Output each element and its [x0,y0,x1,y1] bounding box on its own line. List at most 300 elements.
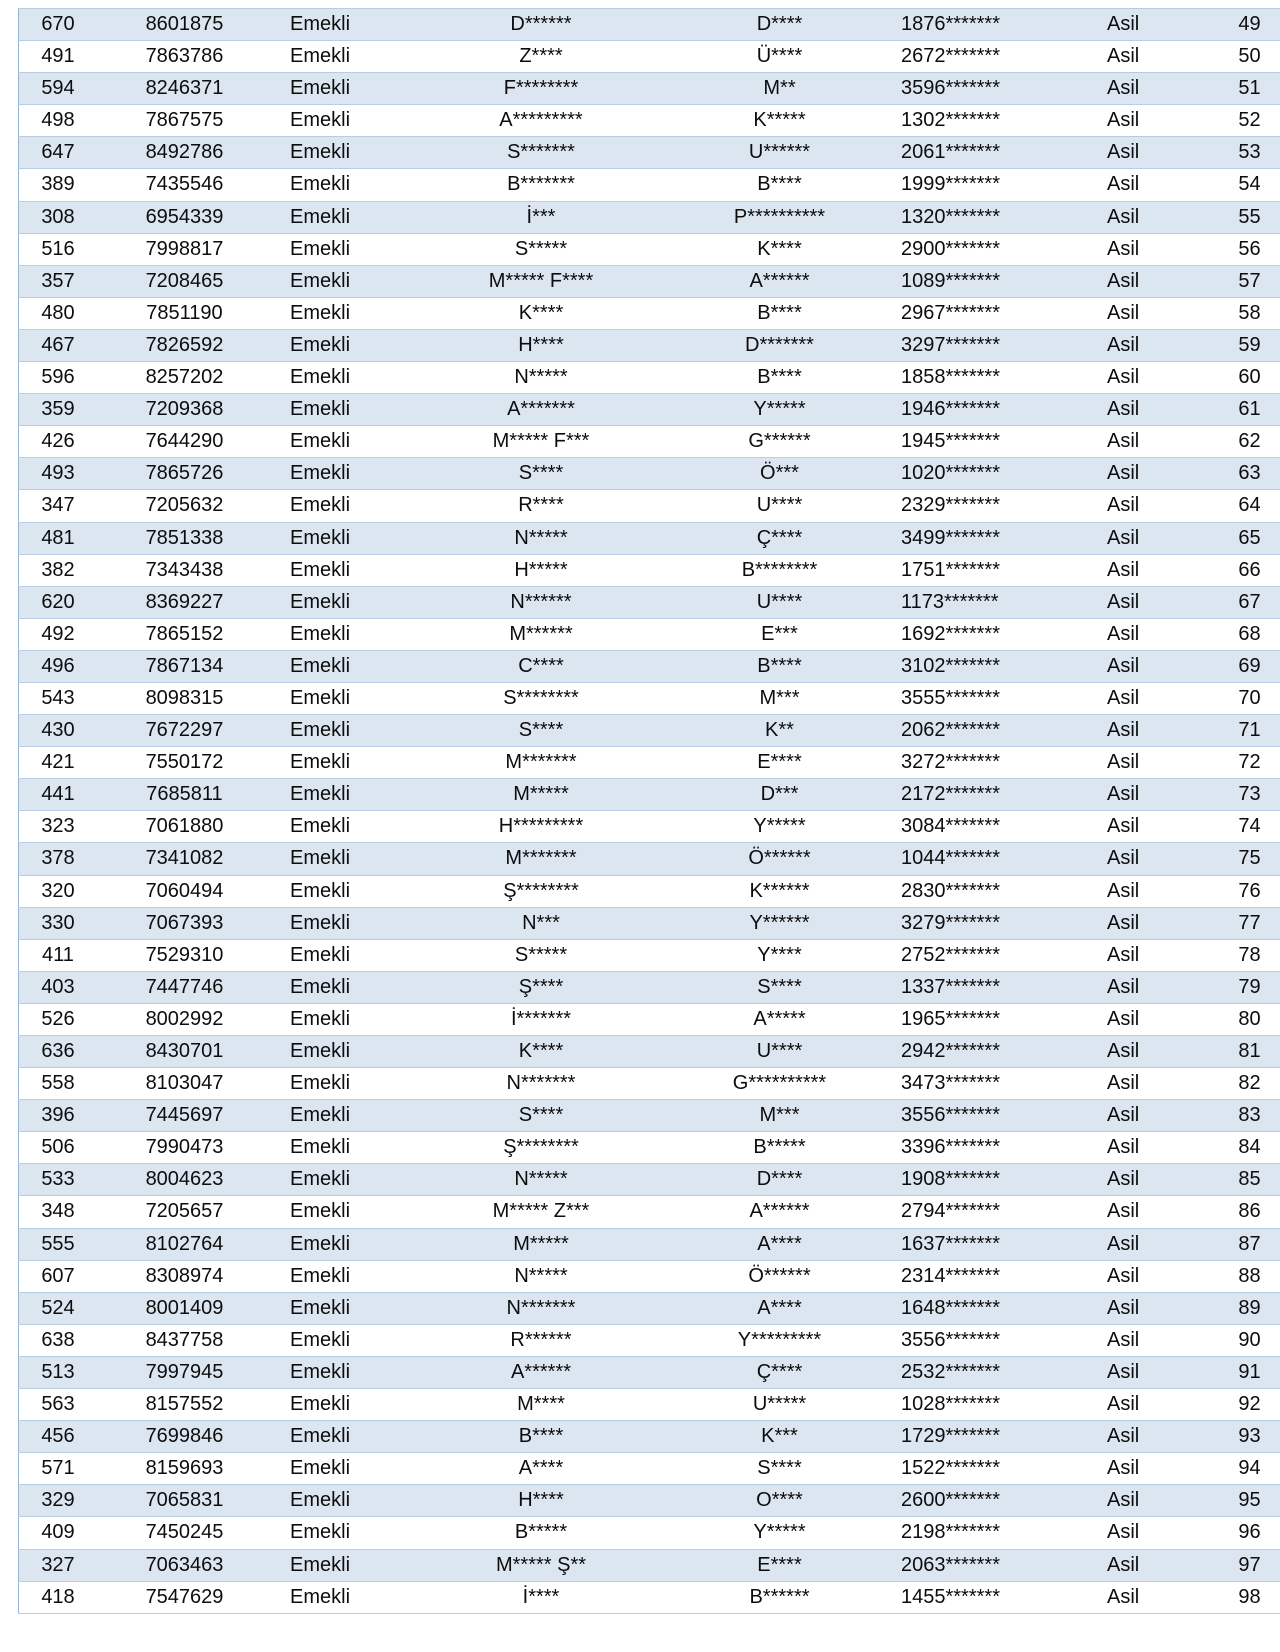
cell-sira-no: 56 [1197,233,1280,265]
cell-soyad: K**** [672,233,887,265]
cell-sira-no: 81 [1197,1036,1280,1068]
cell-uyelik-tipi: Asil [1101,137,1197,169]
cell-soyad: S**** [672,1453,887,1485]
cell-tc-kimlik: 1858******* [887,362,1101,394]
cell-sira-no: 54 [1197,169,1280,201]
cell-sira-no: 53 [1197,137,1280,169]
cell-sicil-no: 7826592 [97,329,272,361]
table-row[interactable] [19,265,1280,297]
table-row[interactable] [19,1485,1280,1517]
cell-uyelik-tipi: Asil [1101,169,1197,201]
cell-soyad: A***** [672,1003,887,1035]
cell-sira: 496 [19,650,98,682]
cell-sira: 396 [19,1100,98,1132]
cell-uyelik-tipi: Asil [1101,329,1197,361]
cell-uyelik-tipi: Asil [1101,586,1197,618]
cell-ad: S******* [410,137,672,169]
table-row[interactable] [19,1132,1280,1164]
cell-ad: K**** [410,297,672,329]
cell-sicil-no: 7547629 [97,1581,272,1613]
cell-durum: Emekli [272,201,410,233]
cell-sira-no: 98 [1197,1581,1280,1613]
cell-sira-no: 76 [1197,875,1280,907]
cell-durum: Emekli [272,1356,410,1388]
cell-soyad: B**** [672,297,887,329]
cell-ad: B***** [410,1517,672,1549]
cell-uyelik-tipi: Asil [1101,41,1197,73]
cell-sicil-no: 7867575 [97,105,272,137]
table-row[interactable] [19,1164,1280,1196]
cell-tc-kimlik: 1946******* [887,394,1101,426]
cell-ad: İ**** [410,1581,672,1613]
cell-sicil-no: 7863786 [97,41,272,73]
cell-sira-no: 59 [1197,329,1280,361]
cell-sicil-no: 8157552 [97,1389,272,1421]
cell-durum: Emekli [272,971,410,1003]
cell-soyad: B**** [672,169,887,201]
table-row[interactable] [19,233,1280,265]
cell-uyelik-tipi: Asil [1101,971,1197,1003]
cell-ad: S***** [410,939,672,971]
cell-soyad: B**** [672,362,887,394]
table-row[interactable] [19,1292,1280,1324]
cell-sira-no: 50 [1197,41,1280,73]
table-row[interactable] [19,779,1280,811]
table-row[interactable] [19,618,1280,650]
cell-durum: Emekli [272,1453,410,1485]
cell-durum: Emekli [272,329,410,361]
cell-tc-kimlik: 2830******* [887,875,1101,907]
table-row[interactable] [19,1356,1280,1388]
cell-uyelik-tipi: Asil [1101,201,1197,233]
cell-soyad: U**** [672,1036,887,1068]
cell-soyad: K***** [672,105,887,137]
cell-ad: F******** [410,73,672,105]
table-body [19,9,1280,1614]
cell-soyad: P********** [672,201,887,233]
cell-durum: Emekli [272,1036,410,1068]
cell-durum: Emekli [272,9,410,41]
cell-sicil-no: 7065831 [97,1485,272,1517]
table-row[interactable] [19,201,1280,233]
cell-soyad: Y***** [672,811,887,843]
cell-tc-kimlik: 2063******* [887,1549,1101,1581]
cell-sicil-no: 7865726 [97,458,272,490]
cell-soyad: Ç**** [672,1356,887,1388]
cell-sicil-no: 7699846 [97,1421,272,1453]
cell-sira-no: 83 [1197,1100,1280,1132]
cell-uyelik-tipi: Asil [1101,1228,1197,1260]
table-row[interactable] [19,1549,1280,1581]
cell-soyad: M** [672,73,887,105]
cell-tc-kimlik: 2172******* [887,779,1101,811]
cell-durum: Emekli [272,843,410,875]
table-row[interactable] [19,875,1280,907]
table-row[interactable] [19,362,1280,394]
cell-sira: 563 [19,1389,98,1421]
table-row[interactable] [19,1324,1280,1356]
cell-sira: 348 [19,1196,98,1228]
cell-soyad: Ö*** [672,458,887,490]
cell-sicil-no: 8601875 [97,9,272,41]
table-row[interactable] [19,1517,1280,1549]
cell-soyad: Ö****** [672,843,887,875]
table-row[interactable] [19,9,1280,41]
table-row[interactable] [19,297,1280,329]
cell-sicil-no: 7997945 [97,1356,272,1388]
cell-uyelik-tipi: Asil [1101,715,1197,747]
cell-durum: Emekli [272,490,410,522]
cell-ad: N******* [410,1292,672,1324]
table-row[interactable] [19,169,1280,201]
cell-uyelik-tipi: Asil [1101,1324,1197,1356]
cell-durum: Emekli [272,1164,410,1196]
cell-tc-kimlik: 1337******* [887,971,1101,1003]
cell-soyad: B******** [672,554,887,586]
cell-tc-kimlik: 3084******* [887,811,1101,843]
cell-soyad: Y**** [672,939,887,971]
cell-ad: M**** [410,1389,672,1421]
cell-uyelik-tipi: Asil [1101,1356,1197,1388]
table-row[interactable] [19,939,1280,971]
cell-sira-no: 65 [1197,522,1280,554]
cell-durum: Emekli [272,1003,410,1035]
cell-sira: 571 [19,1453,98,1485]
table-row[interactable] [19,1389,1280,1421]
cell-sicil-no: 7865152 [97,618,272,650]
cell-sira: 516 [19,233,98,265]
cell-sira: 409 [19,1517,98,1549]
cell-soyad: E**** [672,747,887,779]
cell-sira-no: 68 [1197,618,1280,650]
cell-ad: Ş**** [410,971,672,1003]
table-row[interactable] [19,586,1280,618]
cell-tc-kimlik: 1173******* [887,586,1101,618]
cell-sira-no: 82 [1197,1068,1280,1100]
cell-tc-kimlik: 1089******* [887,265,1101,297]
cell-uyelik-tipi: Asil [1101,1260,1197,1292]
table-row[interactable] [19,522,1280,554]
table-row[interactable] [19,1260,1280,1292]
cell-durum: Emekli [272,362,410,394]
cell-sira-no: 62 [1197,426,1280,458]
cell-sira-no: 90 [1197,1324,1280,1356]
cell-sira-no: 95 [1197,1485,1280,1517]
cell-ad: N***** [410,1260,672,1292]
table-row[interactable] [19,458,1280,490]
cell-uyelik-tipi: Asil [1101,907,1197,939]
cell-durum: Emekli [272,1549,410,1581]
cell-sira: 526 [19,1003,98,1035]
cell-ad: R****** [410,1324,672,1356]
cell-uyelik-tipi: Asil [1101,1389,1197,1421]
cell-durum: Emekli [272,1581,410,1613]
cell-soyad: O**** [672,1485,887,1517]
cell-tc-kimlik: 2329******* [887,490,1101,522]
cell-durum: Emekli [272,586,410,618]
cell-sicil-no: 7208465 [97,265,272,297]
cell-durum: Emekli [272,265,410,297]
cell-ad: M******* [410,843,672,875]
cell-uyelik-tipi: Asil [1101,233,1197,265]
cell-ad: M******* [410,747,672,779]
cell-sira-no: 88 [1197,1260,1280,1292]
cell-durum: Emekli [272,618,410,650]
cell-uyelik-tipi: Asil [1101,1421,1197,1453]
cell-sira: 389 [19,169,98,201]
cell-soyad: M*** [672,682,887,714]
cell-soyad: E**** [672,1549,887,1581]
table-row[interactable] [19,1036,1280,1068]
cell-durum: Emekli [272,1196,410,1228]
cell-sira: 543 [19,682,98,714]
cell-uyelik-tipi: Asil [1101,265,1197,297]
cell-sira: 467 [19,329,98,361]
table-row[interactable] [19,1068,1280,1100]
cell-uyelik-tipi: Asil [1101,618,1197,650]
cell-sicil-no: 8159693 [97,1453,272,1485]
cell-uyelik-tipi: Asil [1101,1517,1197,1549]
cell-durum: Emekli [272,907,410,939]
cell-uyelik-tipi: Asil [1101,1549,1197,1581]
cell-sira: 403 [19,971,98,1003]
cell-tc-kimlik: 3473******* [887,1068,1101,1100]
cell-ad: N******* [410,1068,672,1100]
table-row[interactable] [19,73,1280,105]
cell-sira: 320 [19,875,98,907]
cell-sira-no: 91 [1197,1356,1280,1388]
cell-uyelik-tipi: Asil [1101,362,1197,394]
cell-sira: 533 [19,1164,98,1196]
cell-durum: Emekli [272,1292,410,1324]
cell-soyad: A**** [672,1228,887,1260]
cell-sira: 491 [19,41,98,73]
cell-durum: Emekli [272,1485,410,1517]
cell-sira: 636 [19,1036,98,1068]
table-row[interactable] [19,843,1280,875]
cell-tc-kimlik: 2061******* [887,137,1101,169]
cell-sira-no: 55 [1197,201,1280,233]
cell-tc-kimlik: 1455******* [887,1581,1101,1613]
cell-tc-kimlik: 2062******* [887,715,1101,747]
cell-sira-no: 79 [1197,971,1280,1003]
table-row[interactable] [19,971,1280,1003]
cell-sira-no: 63 [1197,458,1280,490]
cell-sira: 524 [19,1292,98,1324]
cell-sicil-no: 7067393 [97,907,272,939]
cell-soyad: K** [672,715,887,747]
table-row[interactable] [19,715,1280,747]
cell-tc-kimlik: 1020******* [887,458,1101,490]
table-row[interactable] [19,650,1280,682]
table-row[interactable] [19,1003,1280,1035]
cell-soyad: Ü**** [672,41,887,73]
cell-uyelik-tipi: Asil [1101,297,1197,329]
cell-uyelik-tipi: Asil [1101,939,1197,971]
cell-tc-kimlik: 1945******* [887,426,1101,458]
cell-sira: 330 [19,907,98,939]
cell-soyad: A****** [672,265,887,297]
cell-tc-kimlik: 1751******* [887,554,1101,586]
cell-ad: R**** [410,490,672,522]
cell-uyelik-tipi: Asil [1101,1292,1197,1324]
cell-sira-no: 80 [1197,1003,1280,1035]
cell-durum: Emekli [272,458,410,490]
cell-tc-kimlik: 1637******* [887,1228,1101,1260]
cell-tc-kimlik: 3556******* [887,1324,1101,1356]
cell-sira: 382 [19,554,98,586]
cell-sicil-no: 8102764 [97,1228,272,1260]
cell-uyelik-tipi: Asil [1101,9,1197,41]
cell-sira-no: 72 [1197,747,1280,779]
cell-durum: Emekli [272,233,410,265]
cell-sira: 607 [19,1260,98,1292]
cell-sira-no: 69 [1197,650,1280,682]
table-row[interactable] [19,1453,1280,1485]
cell-sira: 327 [19,1549,98,1581]
cell-tc-kimlik: 1876******* [887,9,1101,41]
table-row[interactable] [19,907,1280,939]
cell-sicil-no: 8246371 [97,73,272,105]
cell-ad: N****** [410,586,672,618]
cell-ad: H**** [410,329,672,361]
cell-sicil-no: 7450245 [97,1517,272,1549]
table-row[interactable] [19,1581,1280,1613]
cell-ad: İ******* [410,1003,672,1035]
cell-durum: Emekli [272,1228,410,1260]
table-row[interactable] [19,394,1280,426]
table-row[interactable] [19,105,1280,137]
cell-uyelik-tipi: Asil [1101,458,1197,490]
table-row[interactable] [19,1196,1280,1228]
cell-sira: 620 [19,586,98,618]
cell-ad: M***** Z*** [410,1196,672,1228]
cell-sira: 498 [19,105,98,137]
cell-uyelik-tipi: Asil [1101,1196,1197,1228]
cell-sira: 596 [19,362,98,394]
table-row[interactable] [19,1421,1280,1453]
table-row[interactable] [19,554,1280,586]
cell-durum: Emekli [272,875,410,907]
data-table-container [18,8,1263,1614]
cell-sicil-no: 8098315 [97,682,272,714]
table-row[interactable] [19,426,1280,458]
cell-sira-no: 58 [1197,297,1280,329]
cell-durum: Emekli [272,650,410,682]
cell-uyelik-tipi: Asil [1101,1453,1197,1485]
cell-uyelik-tipi: Asil [1101,73,1197,105]
cell-sira: 480 [19,297,98,329]
cell-sicil-no: 7550172 [97,747,272,779]
cell-durum: Emekli [272,811,410,843]
cell-soyad: K****** [672,875,887,907]
cell-ad: S******** [410,682,672,714]
cell-sira-no: 67 [1197,586,1280,618]
cell-sira-no: 73 [1197,779,1280,811]
cell-sira-no: 49 [1197,9,1280,41]
cell-tc-kimlik: 2794******* [887,1196,1101,1228]
cell-tc-kimlik: 2672******* [887,41,1101,73]
cell-soyad: G********** [672,1068,887,1100]
cell-tc-kimlik: 2942******* [887,1036,1101,1068]
cell-soyad: U***** [672,1389,887,1421]
cell-soyad: Y***** [672,1517,887,1549]
cell-ad: H********* [410,811,672,843]
cell-sira-no: 78 [1197,939,1280,971]
cell-uyelik-tipi: Asil [1101,1068,1197,1100]
cell-sira: 308 [19,201,98,233]
cell-sira: 430 [19,715,98,747]
cell-sira: 506 [19,1132,98,1164]
cell-sira: 555 [19,1228,98,1260]
cell-durum: Emekli [272,1324,410,1356]
cell-durum: Emekli [272,1260,410,1292]
cell-uyelik-tipi: Asil [1101,747,1197,779]
cell-tc-kimlik: 1908******* [887,1164,1101,1196]
table-row[interactable] [19,329,1280,361]
table-row[interactable] [19,490,1280,522]
table-row[interactable] [19,682,1280,714]
cell-durum: Emekli [272,1389,410,1421]
cell-sicil-no: 8369227 [97,586,272,618]
cell-tc-kimlik: 1692******* [887,618,1101,650]
cell-durum: Emekli [272,297,410,329]
cell-ad: C**** [410,650,672,682]
cell-uyelik-tipi: Asil [1101,1132,1197,1164]
records-table [18,8,1280,1614]
cell-durum: Emekli [272,682,410,714]
cell-soyad: K*** [672,1421,887,1453]
cell-durum: Emekli [272,779,410,811]
cell-sira-no: 84 [1197,1132,1280,1164]
cell-sicil-no: 7209368 [97,394,272,426]
cell-soyad: A**** [672,1292,887,1324]
table-row[interactable] [19,1228,1280,1260]
cell-tc-kimlik: 1044******* [887,843,1101,875]
cell-sira: 558 [19,1068,98,1100]
cell-uyelik-tipi: Asil [1101,426,1197,458]
cell-sira-no: 57 [1197,265,1280,297]
cell-sira: 670 [19,9,98,41]
cell-sicil-no: 7205657 [97,1196,272,1228]
cell-ad: N*** [410,907,672,939]
cell-sira-no: 71 [1197,715,1280,747]
cell-sicil-no: 7998817 [97,233,272,265]
table-row[interactable] [19,811,1280,843]
cell-soyad: D**** [672,1164,887,1196]
table-row[interactable] [19,137,1280,169]
cell-ad: H**** [410,1485,672,1517]
table-row[interactable] [19,1100,1280,1132]
cell-sicil-no: 7341082 [97,843,272,875]
table-row[interactable] [19,747,1280,779]
cell-sicil-no: 8430701 [97,1036,272,1068]
cell-tc-kimlik: 2532******* [887,1356,1101,1388]
cell-durum: Emekli [272,1068,410,1100]
cell-sira: 411 [19,939,98,971]
cell-sicil-no: 7851190 [97,297,272,329]
cell-tc-kimlik: 2900******* [887,233,1101,265]
cell-soyad: Y***** [672,394,887,426]
cell-ad: B******* [410,169,672,201]
cell-tc-kimlik: 2600******* [887,1485,1101,1517]
cell-tc-kimlik: 1999******* [887,169,1101,201]
cell-uyelik-tipi: Asil [1101,843,1197,875]
cell-sira: 359 [19,394,98,426]
table-row[interactable] [19,41,1280,73]
cell-durum: Emekli [272,1517,410,1549]
cell-sira: 481 [19,522,98,554]
